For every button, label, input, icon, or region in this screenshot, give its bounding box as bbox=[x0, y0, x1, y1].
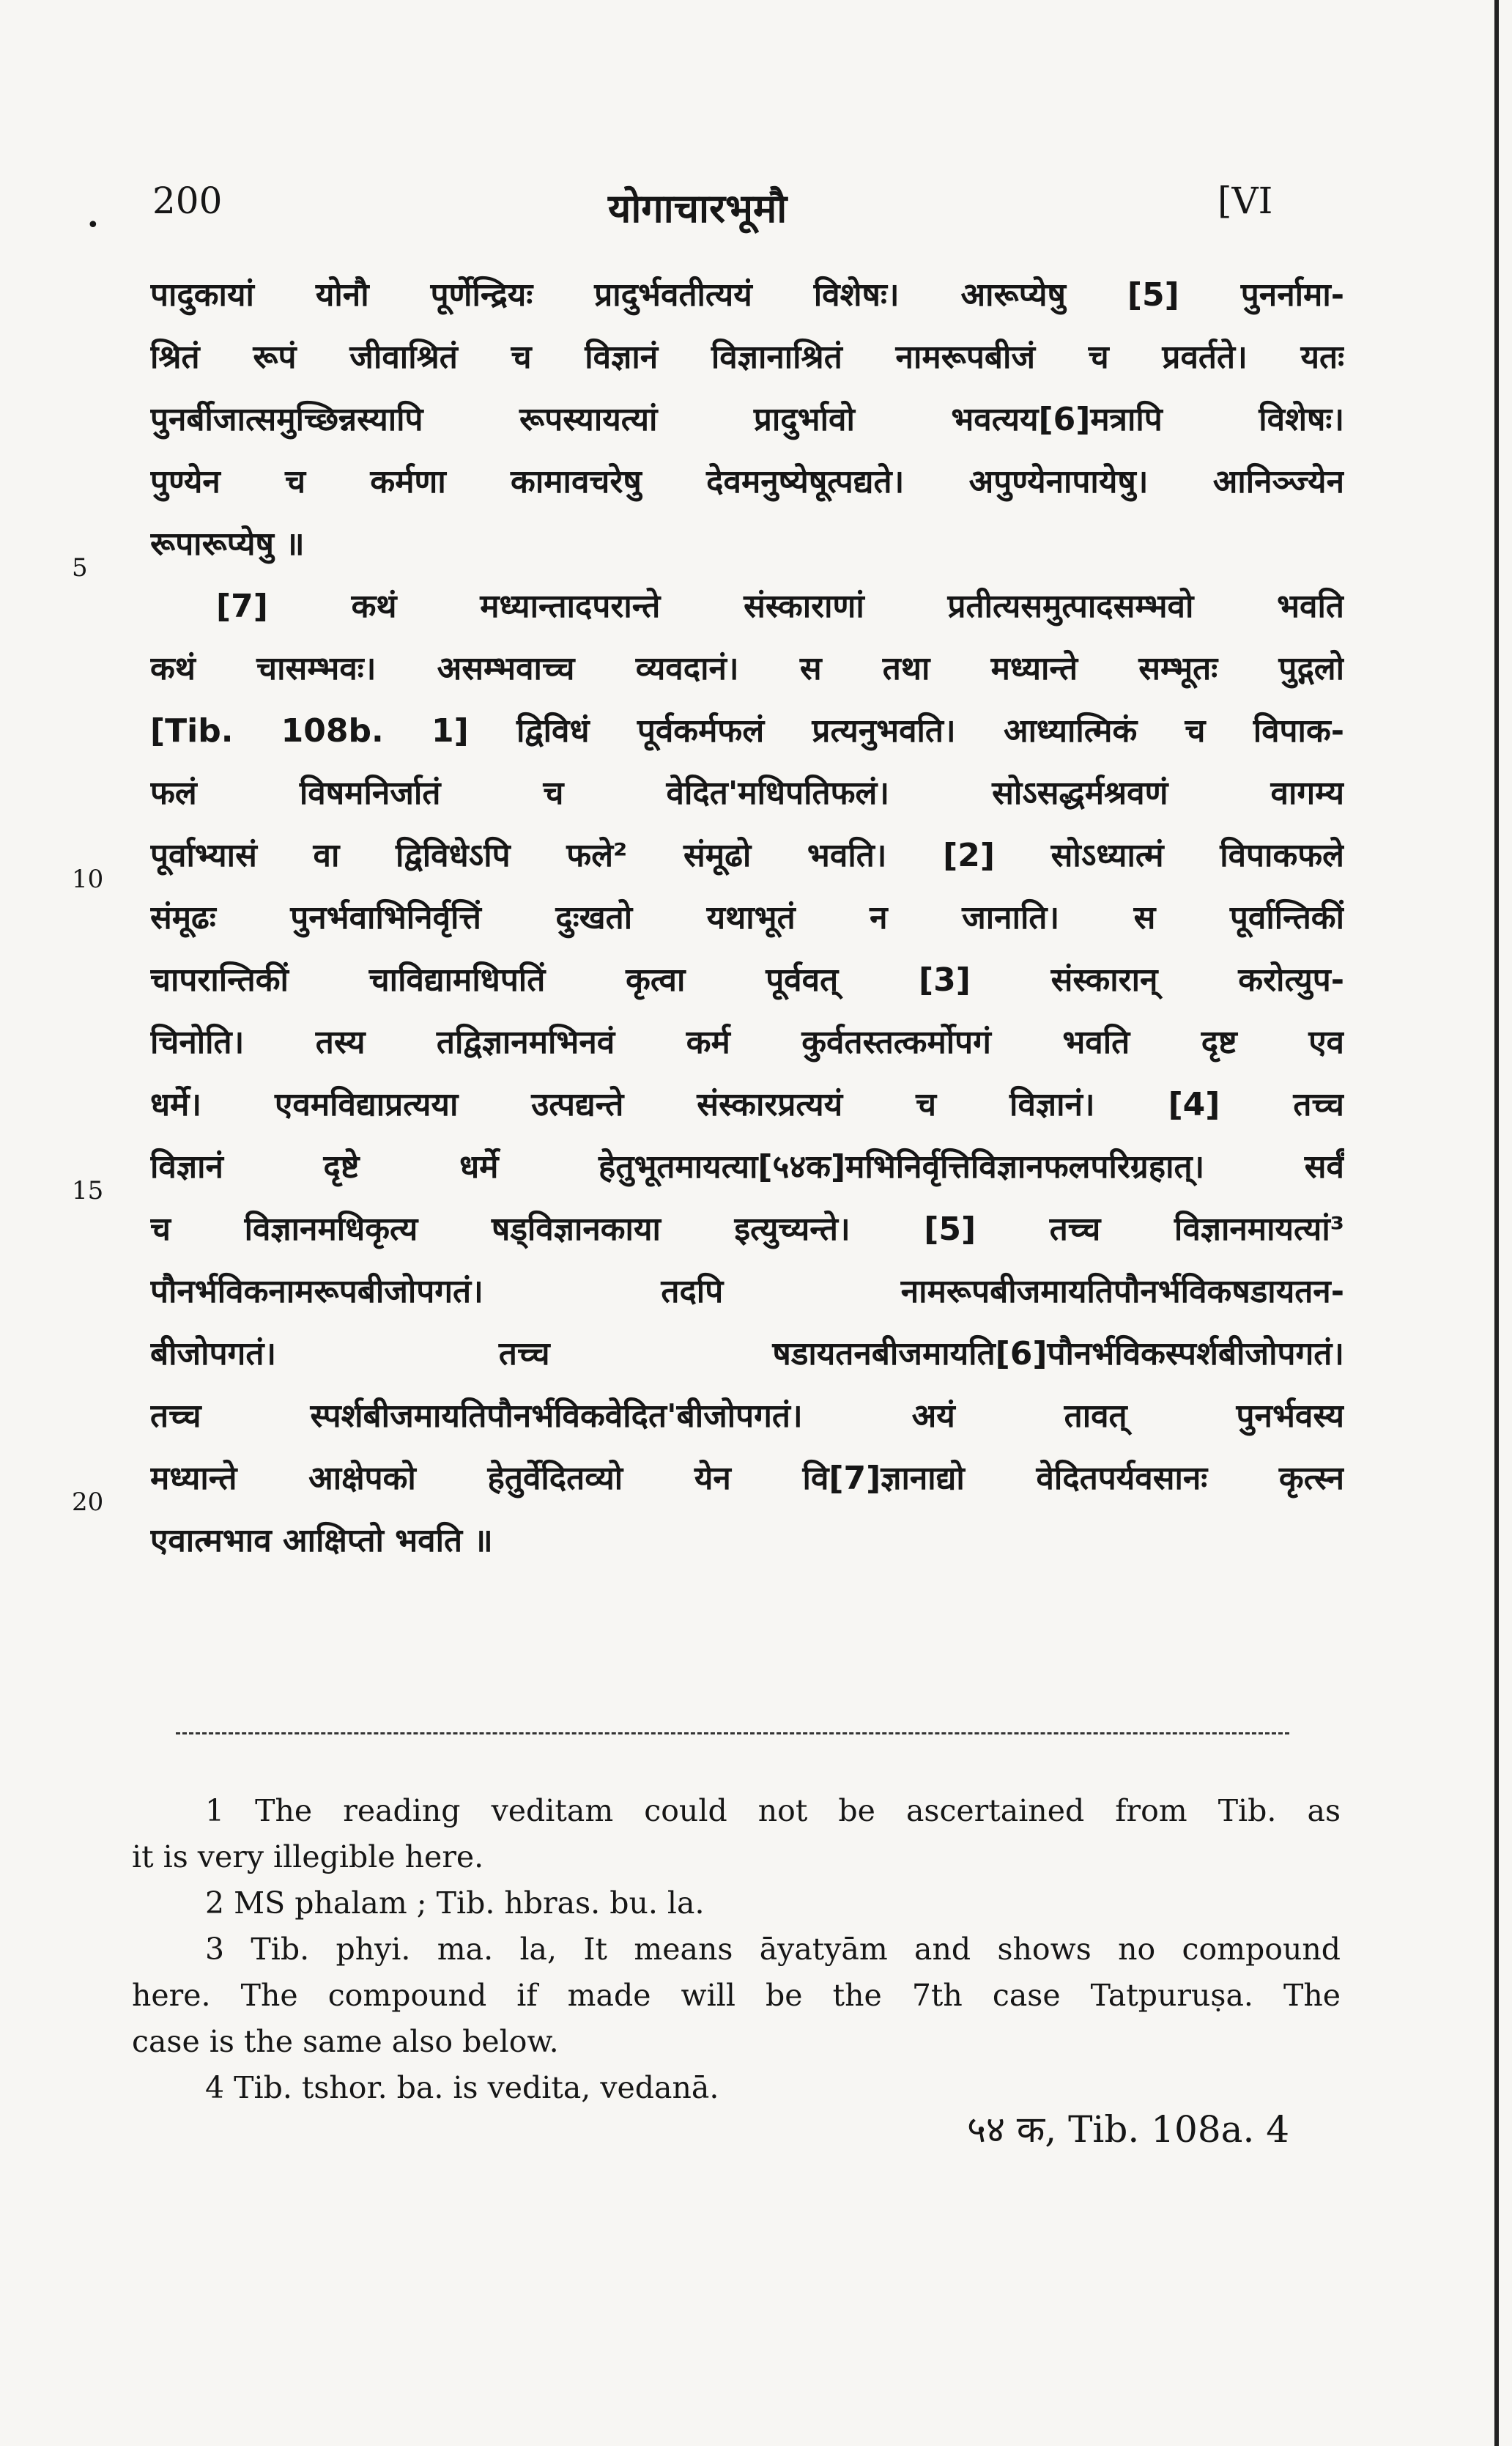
line-number: 10 bbox=[72, 865, 104, 894]
text-line: मध्यान्ते आक्षेपको हेतुर्वेदितव्यो येन वि[7]ज्ञानाद्यो वेदितपर्यवसानः कृत्स्न bbox=[150, 1460, 1344, 1497]
text-line: कथं चासम्भवः। असम्भवाच्च व्यवदानं। स तथा मध्यान्ते सम्भूतः पुद्गलो bbox=[150, 650, 1344, 687]
text-line: च विज्ञानमधिकृत्य षड्विज्ञानकाया इत्युच्यन्ते। [5] तच्च विज्ञानमायत्यां³ bbox=[150, 1211, 1344, 1248]
text-line: [Tib. 108b. 1] द्विविधं पूर्वकर्मफलं प्रत्यनुभवति। आध्यात्मिकं च विपाक- bbox=[150, 712, 1344, 750]
text-line: संमूढः पुनर्भवाभिनिर्वृत्तिं दुःखतो यथाभूतं न जानाति। स पूर्वान्तिकीं bbox=[150, 899, 1344, 936]
text-line: धर्मे। एवमविद्याप्रत्यया उत्पद्यन्ते संस्कारप्रत्ययं च विज्ञानं। [4] तच्च bbox=[150, 1086, 1344, 1123]
margin-dot: • bbox=[86, 213, 100, 238]
footnote-line: 1 The reading veditam could not be ascertained from Tib. as bbox=[205, 1793, 1341, 1828]
text-line: पादुकायां योनौ पूर्णेन्द्रियः प्रादुर्भवतीत्ययं विशेषः। आरूप्येषु [5] पुनर्नामा- bbox=[150, 276, 1344, 314]
text-line: चापरान्तिकीं चाविद्यामधिपतिं कृत्वा पूर्ववत् [3] संस्कारान् करोत्युप- bbox=[150, 961, 1344, 999]
footnote-line: 4 Tib. tshor. ba. is vedita, vedanā. bbox=[205, 2070, 719, 2105]
footnote-rule bbox=[176, 1732, 1289, 1734]
text-line: रूपारूप्येषु ॥ bbox=[150, 525, 305, 563]
main-text bbox=[150, 264, 1344, 1572]
line-number: 5 bbox=[72, 553, 88, 583]
text-line: बीजोपगतं। तच्च षडायतनबीजमायति[6]पौनर्भविकस्पर्शबीजोपगतं। bbox=[150, 1335, 1344, 1372]
page-edge bbox=[1494, 0, 1499, 2446]
page-header bbox=[0, 180, 1512, 245]
page-number: 200 bbox=[152, 180, 223, 222]
text-line: फलं विषमनिर्जातं च वेदित'मधिपतिफलं। सोऽसद्धर्मश्रवणं वागम्य bbox=[150, 775, 1344, 812]
footnote-line: case is the same also below. bbox=[132, 2024, 559, 2059]
text-line: विज्ञानं दृष्टे धर्मे हेतुभूतमायत्या[५४क]मभिनिर्वृत्तिविज्ञानफलपरिग्रहात्। सर्वं bbox=[150, 1148, 1344, 1186]
footnote-line: 3 Tib. phyi. ma. la, It means āyatyām and shows no compound bbox=[205, 1932, 1341, 1967]
text-line: [7] कथं मध्यान्तादपरान्ते संस्काराणां प्रतीत्यसमुत्पादसम्भवो भवति bbox=[216, 588, 1344, 625]
line-number: 20 bbox=[72, 1488, 104, 1517]
text-line: चिनोति। तस्य तद्विज्ञानमभिनवं कर्म कुर्वतस्तत्कर्मोपगं भवति दृष्ट एव bbox=[150, 1024, 1344, 1061]
line-number: 15 bbox=[72, 1176, 104, 1205]
footnote-line: here. The compound if made will be the 7th case Tatpuruṣa. The bbox=[132, 1978, 1341, 2013]
text-line: पुनर्बीजात्समुच्छिन्नस्यापि रूपस्यायत्यां प्रादुर्भावो भवत्यय[6]मत्रापि विशेषः। bbox=[150, 401, 1344, 438]
text-line: पूर्वाभ्यासं वा द्विविधेऽपि फले² संमूढो भवति। [2] सोऽध्यात्मं विपाकफले bbox=[150, 837, 1344, 874]
footnote-line: it is very illegible here. bbox=[132, 1839, 484, 1874]
text-line: पुण्येन च कर्मणा कामावचरेषु देवमनुष्येषूत्पद्यते। अपुण्येनापायेषु। आनिञ्ज्येन bbox=[150, 463, 1344, 500]
text-line: पौनर्भविकनामरूपबीजोपगतं। तदपि नामरूपबीजमायतिपौनर्भविकषडायतन- bbox=[150, 1273, 1344, 1310]
text-line: तच्च स्पर्शबीजमायतिपौनर्भविकवेदित'बीजोपगतं। अयं तावत् पुनर्भवस्य bbox=[150, 1397, 1344, 1435]
running-title: योगाचारभूमौ bbox=[608, 185, 788, 232]
catchline: ५४ क, Tib. 108a. 4 bbox=[967, 2108, 1290, 2151]
text-line: एवात्मभाव आक्षिप्तो भवति ॥ bbox=[150, 1522, 493, 1559]
text-line: श्रितं रूपं जीवाश्रितं च विज्ञानं विज्ञानाश्रितं नामरूपबीजं च प्रवर्तते। यतः bbox=[150, 339, 1344, 376]
chapter-marker: [VI bbox=[1218, 180, 1273, 222]
footnotes bbox=[132, 1788, 1341, 2111]
footnote-line: 2 MS phalam ; Tib. hbras. bu. la. bbox=[205, 1885, 705, 1921]
